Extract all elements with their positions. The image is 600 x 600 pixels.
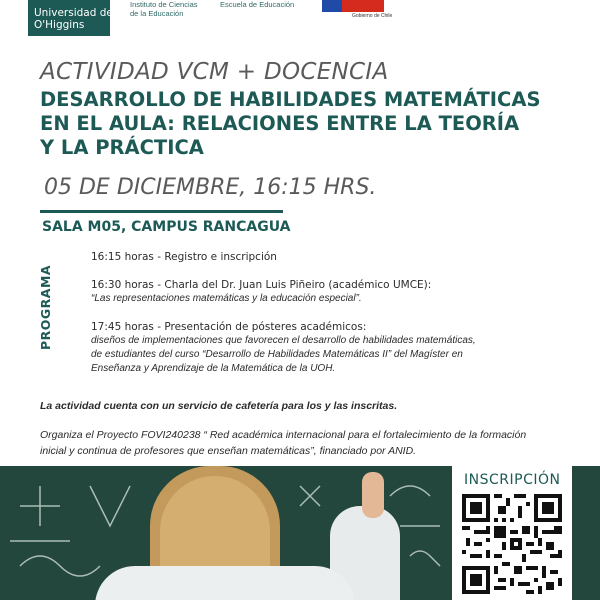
ee-logo-line-1: Escuela de Educación <box>220 0 295 9</box>
program-item <box>91 250 571 264</box>
event-venue: SALA M05, CAMPUS RANCAGUA <box>42 219 291 235</box>
program-item-desc: “Las representaciones matemáticas y la educación especial”. <box>91 293 362 304</box>
gob-logo-text: Gobierno de Chile <box>352 13 393 19</box>
student-hand <box>362 472 384 518</box>
program-item-head: 16:15 horas - Registro e inscripción <box>91 251 277 263</box>
qr-code-icon[interactable] <box>462 494 562 594</box>
instituto-ciencias-educacion-logo <box>130 0 198 18</box>
event-title-line-2: EN EL AULA: RELACIONES ENTRE LA TEORÍA <box>40 112 520 135</box>
uoh-logo <box>28 0 113 36</box>
program-item-head: 17:45 horas - Presentación de pósteres académicos: <box>91 321 367 333</box>
gobierno-chile-logo <box>322 0 393 22</box>
escuela-educacion-logo <box>220 0 294 9</box>
program-item-desc: diseños de implementaciones que favorecen el desarrollo de habilidades matemáticas, <box>91 335 476 346</box>
event-title-line-1: DESARROLLO DE HABILIDADES MATEMÁTICAS <box>40 88 541 111</box>
cafeteria-note: La actividad cuenta con un servicio de cafetería para los y las inscritas. <box>40 400 398 412</box>
organizer-note <box>40 427 570 459</box>
organizer-note-line-1: Organiza el Proyecto FOVI240238 “ Red académica internacional para el fortalecimiento de la formación <box>40 429 527 441</box>
programa-label: PROGRAMA <box>38 264 53 350</box>
uoh-logo-line-1: Universidad de <box>34 7 113 19</box>
inscripcion-label: INSCRIPCIÓN <box>464 472 561 488</box>
ice-logo-line-2: de la Educación <box>130 9 184 18</box>
event-date: 05 DE DICIEMBRE, 16:15 HRS. <box>44 175 377 200</box>
gob-logo-red-block <box>342 0 384 12</box>
program-item-desc: Enseñanza y Aprendizaje de la Matemática de la UOH. <box>91 363 336 374</box>
program-item-desc: de estudiantes del curso “Desarrollo de Habilidades Matemáticas II” del Magíster en <box>91 349 463 360</box>
ice-logo-line-1: Instituto de Ciencias <box>130 0 198 9</box>
program-item-head: 16:30 horas - Charla del Dr. Juan Luis Piñeiro (académico UMCE): <box>91 279 432 291</box>
activity-type: ACTIVIDAD VCM + DOCENCIA <box>40 59 389 85</box>
classroom-photo <box>0 466 452 600</box>
program-list <box>91 250 571 390</box>
event-title <box>40 88 580 160</box>
uoh-logo-line-2: O'Higgins <box>34 19 85 31</box>
student-shirt <box>95 566 355 600</box>
organizer-note-line-2: inicial y continua de profesores que enseñan matemáticas”, financiado por ANID. <box>40 445 417 457</box>
program-item <box>91 320 571 376</box>
program-item <box>91 278 571 306</box>
venue-divider <box>40 210 283 213</box>
event-title-line-3: Y LA PRÁCTICA <box>40 136 204 159</box>
inscripcion-side-border <box>572 466 600 600</box>
gob-logo-blue-block <box>322 0 342 12</box>
